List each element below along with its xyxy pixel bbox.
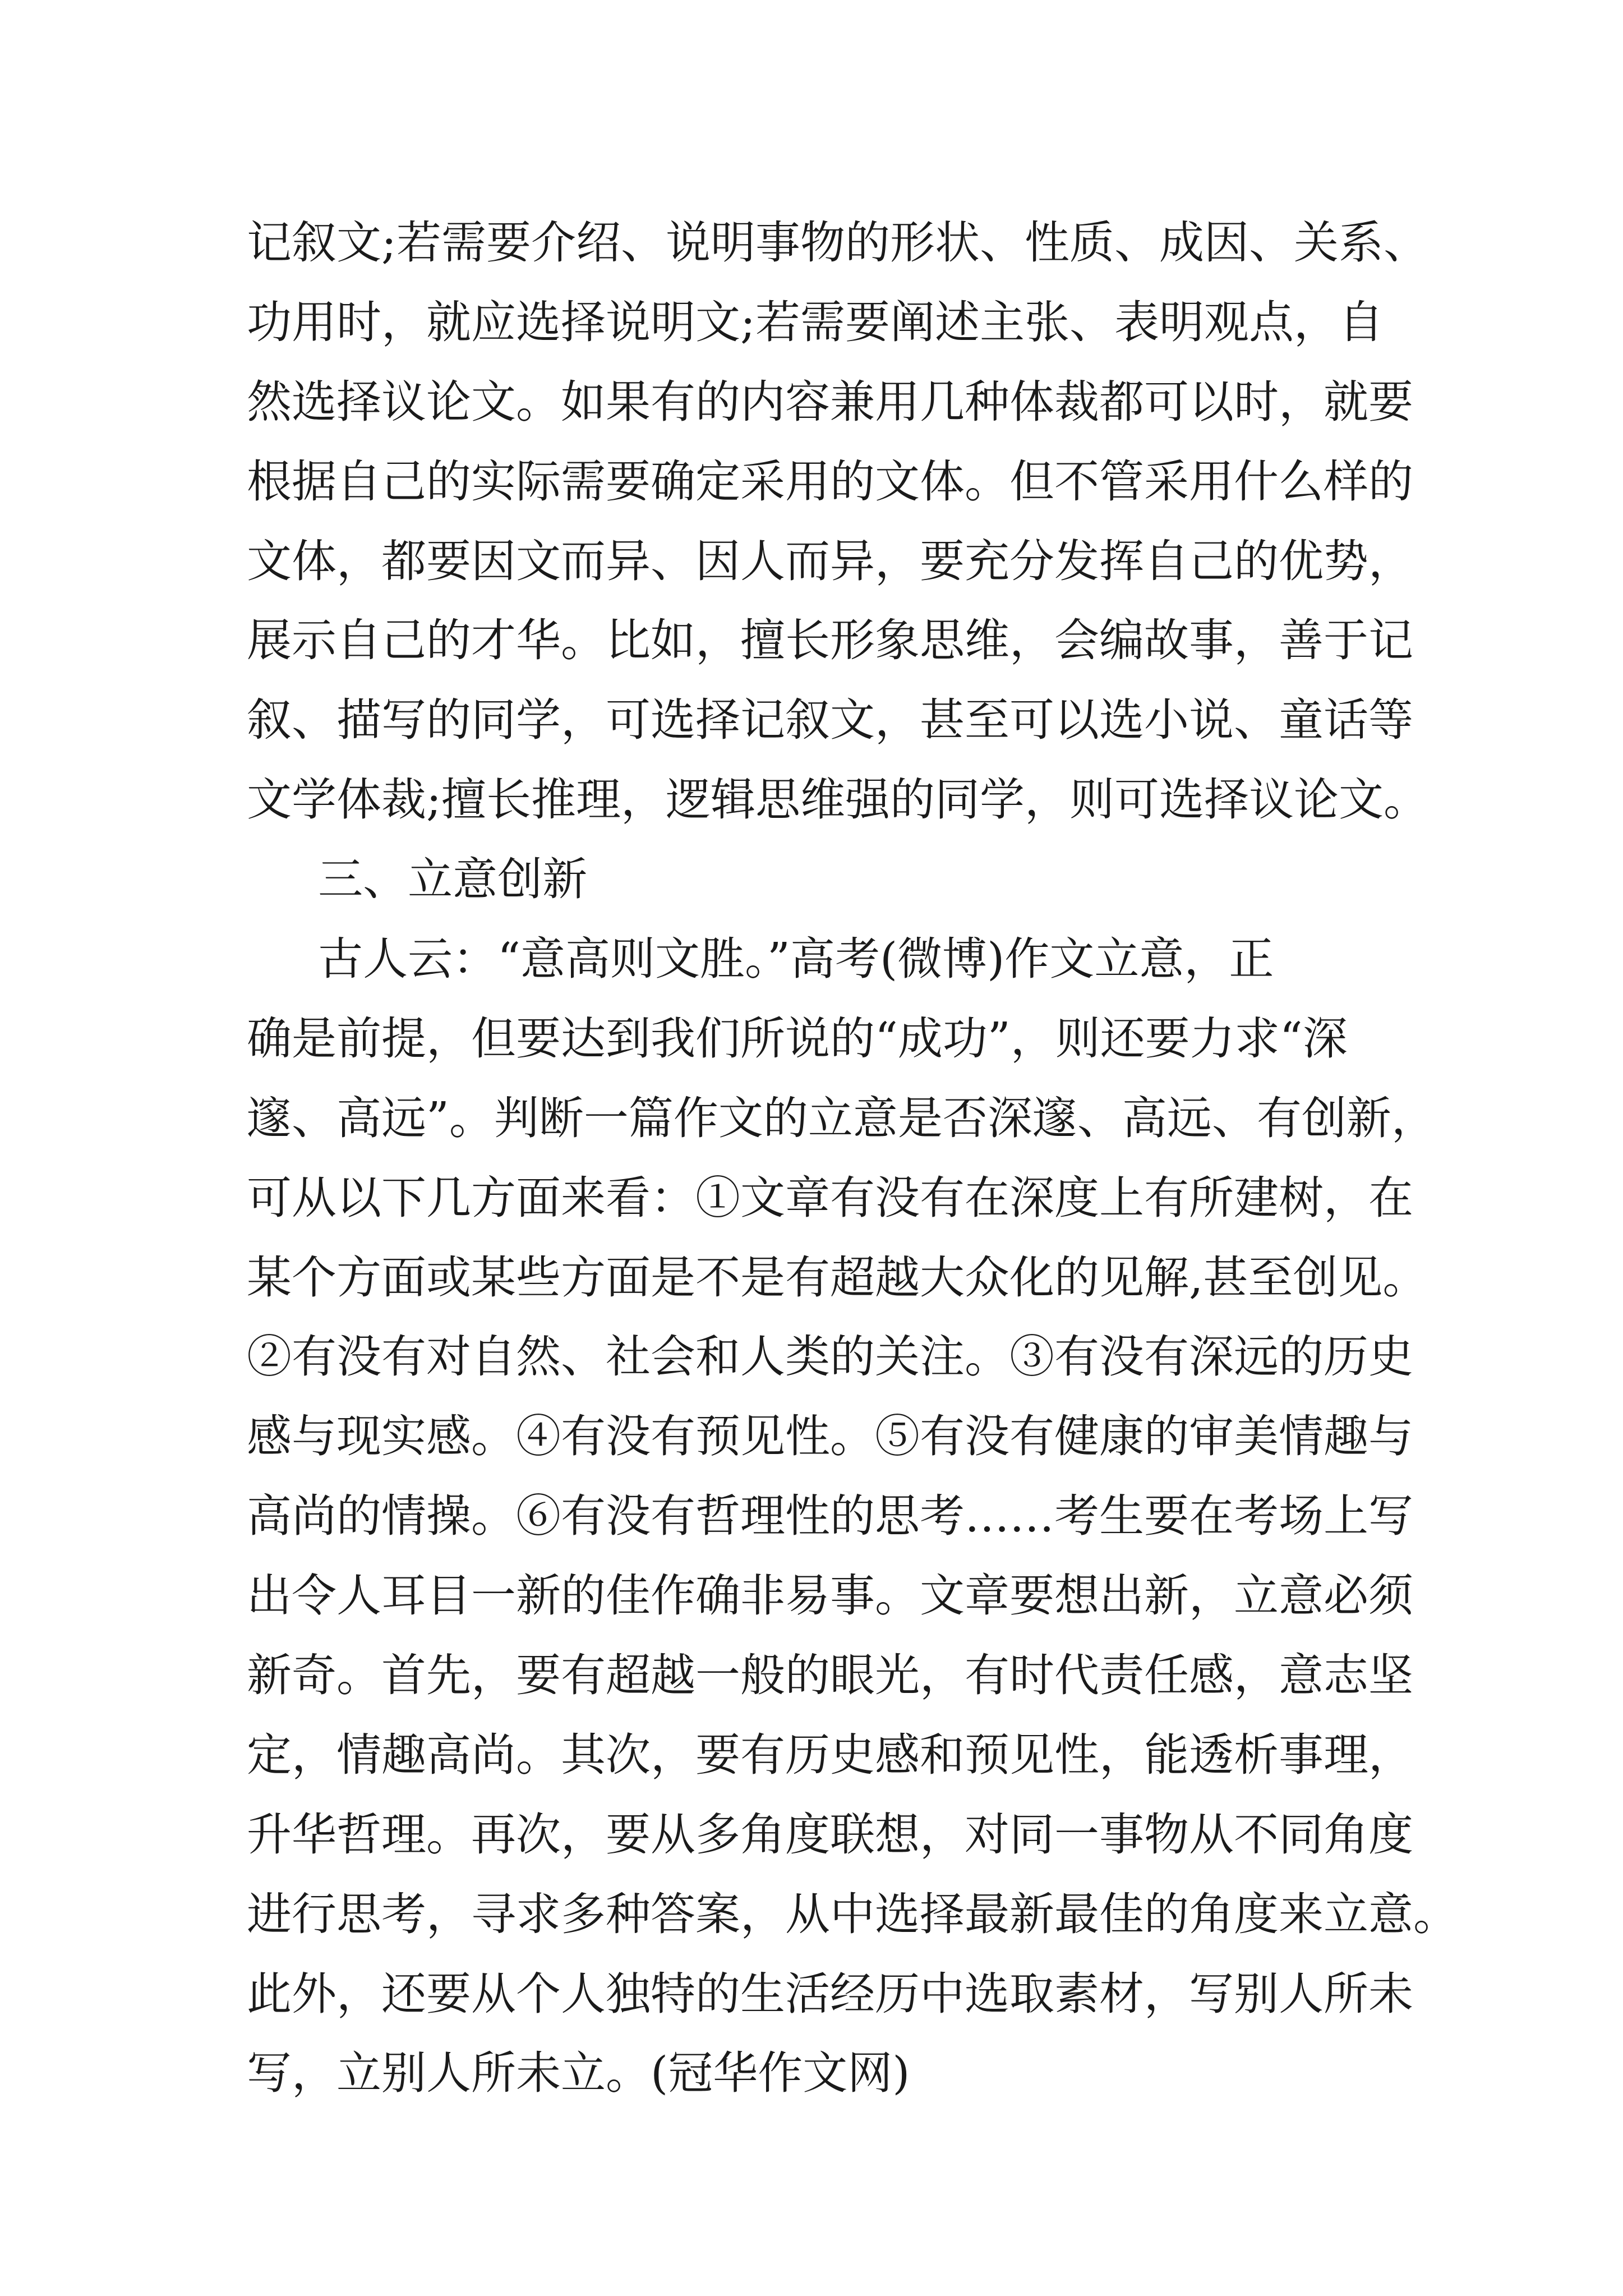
text-line: 感与现实感。④有没有预见性。⑤有没有健康的审美情趣与 (247, 1410, 1413, 1463)
paragraph-start-line: 古人云：“意高则文胜。”高考(微博)作文立意，正 (247, 933, 1274, 986)
text-line: 此外，还要从个人独特的生活经历中选取素材，写别人所未 (247, 1967, 1413, 2020)
text-line: 功用时，就应选择说明文;若需要阐述主张、表明观点，自 (247, 296, 1384, 348)
text-line: 出令人耳目一新的佳作确非易事。文章要想出新，立意必须 (247, 1570, 1413, 1622)
section-heading: 三、立意创新 (247, 853, 588, 906)
text-line: 定，情趣高尚。其次，要有历史感和预见性，能透析事理， (247, 1728, 1413, 1781)
text-line: 根据自己的实际需要确定采用的文体。但不管采用什么样的 (247, 455, 1413, 508)
text-line: 写，立别人所未立。(冠华作文网) (247, 2047, 910, 2100)
text-line: 展示自己的才华。比如，擅长形象思维，会编故事，善于记 (247, 614, 1413, 667)
text-line: 文学体裁;擅长推理，逻辑思维强的同学，则可选择议论文。 (247, 774, 1428, 826)
text-line: 高尚的情操。⑥有没有哲理性的思考……考生要在考场上写 (247, 1490, 1413, 1543)
text-line: 升华哲理。再次，要从多角度联想，对同一事物从不同角度 (247, 1808, 1413, 1861)
text-line: 可从以下几方面来看：①文章有没有在深度上有所建树，在 (247, 1171, 1413, 1224)
text-line: 记叙文;若需要介绍、说明事物的形状、性质、成因、关系、 (247, 217, 1428, 269)
text-line: 文体，都要因文而异、因人而异，要充分发挥自己的优势， (247, 535, 1413, 587)
text-line: 确是前提，但要达到我们所说的“成功”，则还要力求“深 (247, 1012, 1348, 1065)
text-line: ②有没有对自然、社会和人类的关注。③有没有深远的历史 (247, 1331, 1413, 1383)
text-line: 某个方面或某些方面是不是有超越大众化的见解,甚至创见。 (247, 1251, 1428, 1304)
text-line: 叙、描写的同学，可选择记叙文，甚至可以选小说、童话等 (247, 694, 1413, 747)
text-line: 邃、高远”。判断一篇作文的立意是否深邃、高远、有创新， (247, 1092, 1436, 1144)
text-line: 然选择议论文。如果有的内容兼用几种体裁都可以时，就要 (247, 375, 1413, 428)
text-line: 新奇。首先，要有超越一般的眼光，有时代责任感，意志坚 (247, 1649, 1413, 1702)
text-line: 进行思考，寻求多种答案，从中选择最新最佳的角度来立意。 (247, 1888, 1458, 1940)
document-body (247, 203, 1458, 2113)
